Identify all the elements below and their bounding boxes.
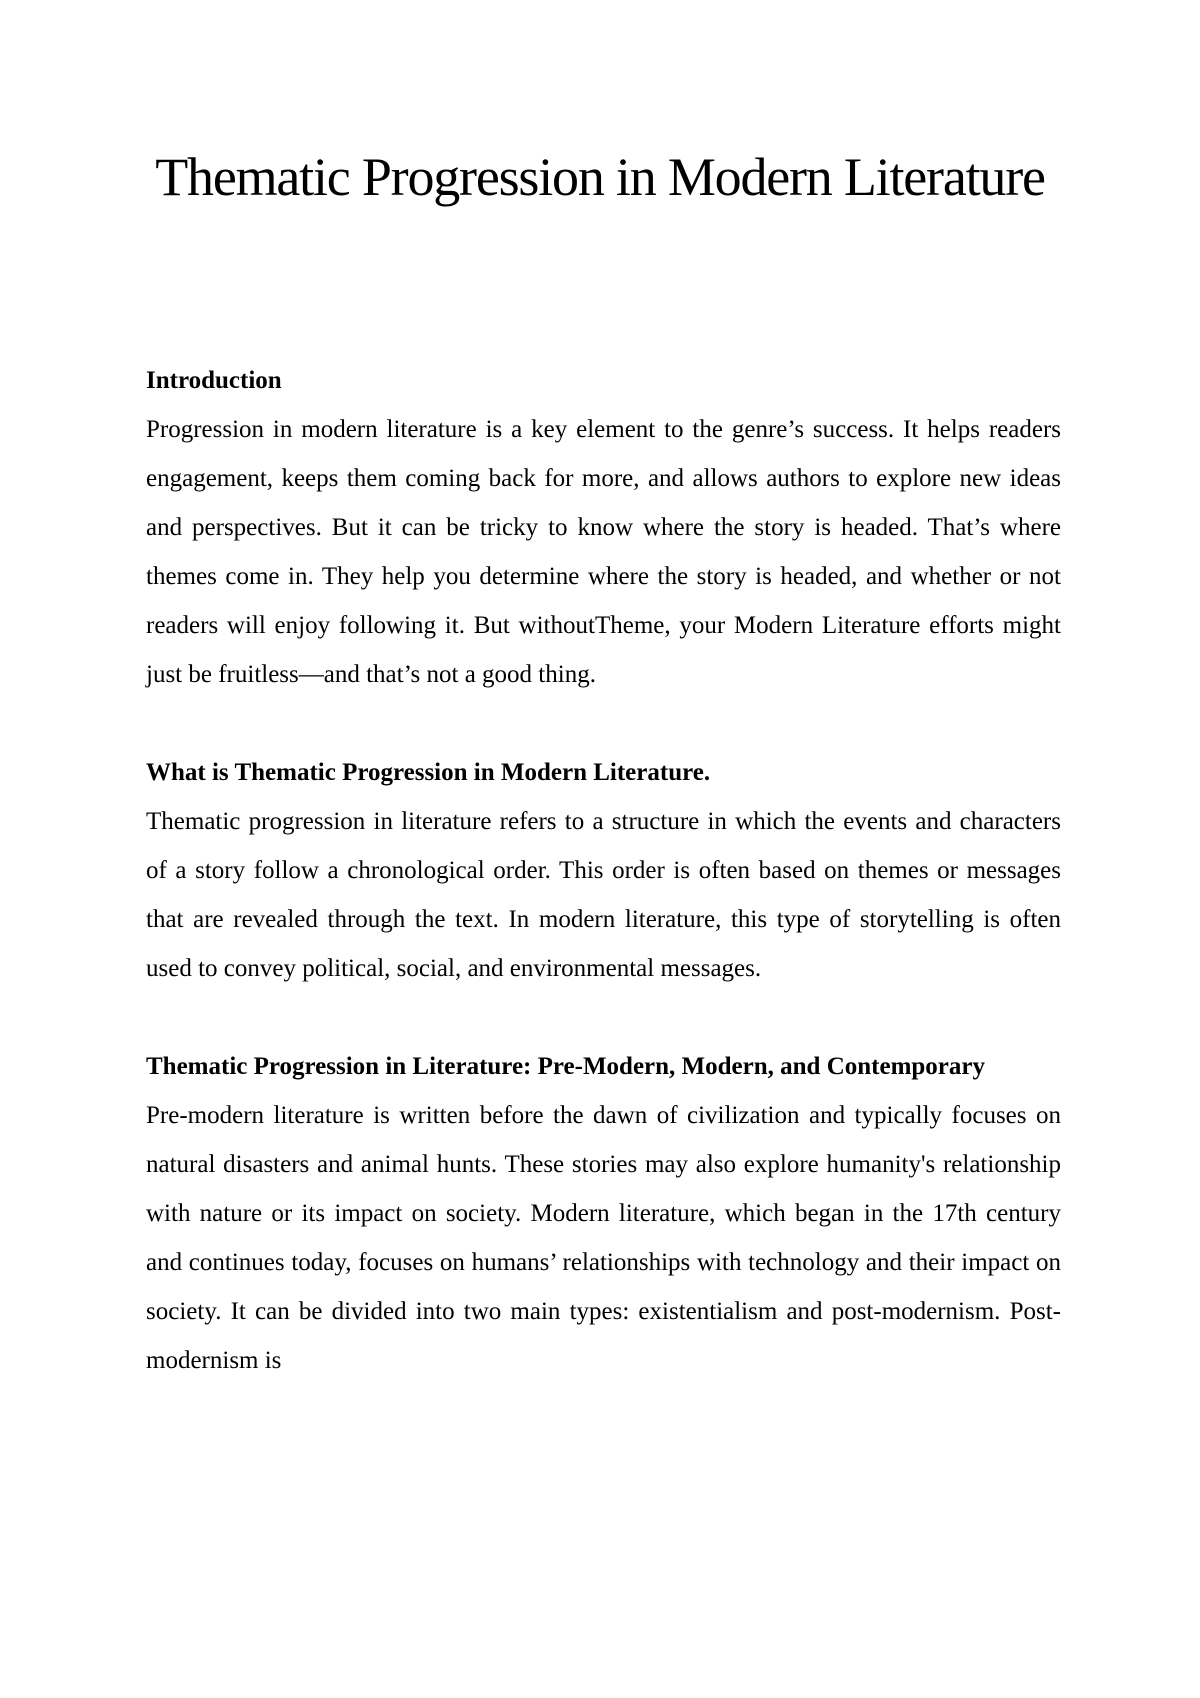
document-title: Thematic Progression in Modern Literature	[155, 147, 1045, 207]
section-paragraph: Progression in modern literature is a key element to the genre’s success. It helps readers engagement, keeps them coming back for more, and allows authors to explore new ideas and perspectives. But it can be tricky to know where the story is headed. That’s where themes come in. They help you determine where the story is headed, and whether or not readers will enjoy following it. But withoutTheme, your Modern Literature efforts might just be fruitless—and that’s not a good thing.	[146, 416, 1061, 688]
section-heading: Introduction	[146, 367, 282, 394]
section-heading: Thematic Progression in Literature: Pre-Modern, Modern, and Contemporary	[146, 1053, 986, 1080]
section-paragraph: Thematic progression in literature refers to a structure in which the events and characters of a story follow a chronological order. This order is often based on themes or messages that are revealed through the text. In modern literature, this type of storytelling is often used to convey political, social, and environmental messages.	[146, 808, 1061, 982]
section-heading: What is Thematic Progression in Modern Literature.	[146, 759, 711, 786]
section-paragraph: Pre-modern literature is written before the dawn of civilization and typically focuses on natural disasters and animal hunts. These stories may also explore humanity's relationship with nature or its impact on society. Modern literature, which began in the 17th century and continues today, focuses on humans’ relationships with technology and their impact on society. It can be divided into two main types: existentialism and post-modernism. Post-modernism is	[146, 1102, 1061, 1374]
section-pre-modern-modern-contemporary	[146, 1042, 1061, 1385]
document-body	[146, 356, 1061, 1434]
section-what-is-thematic-progression	[146, 748, 1061, 993]
section-introduction	[146, 356, 1061, 699]
